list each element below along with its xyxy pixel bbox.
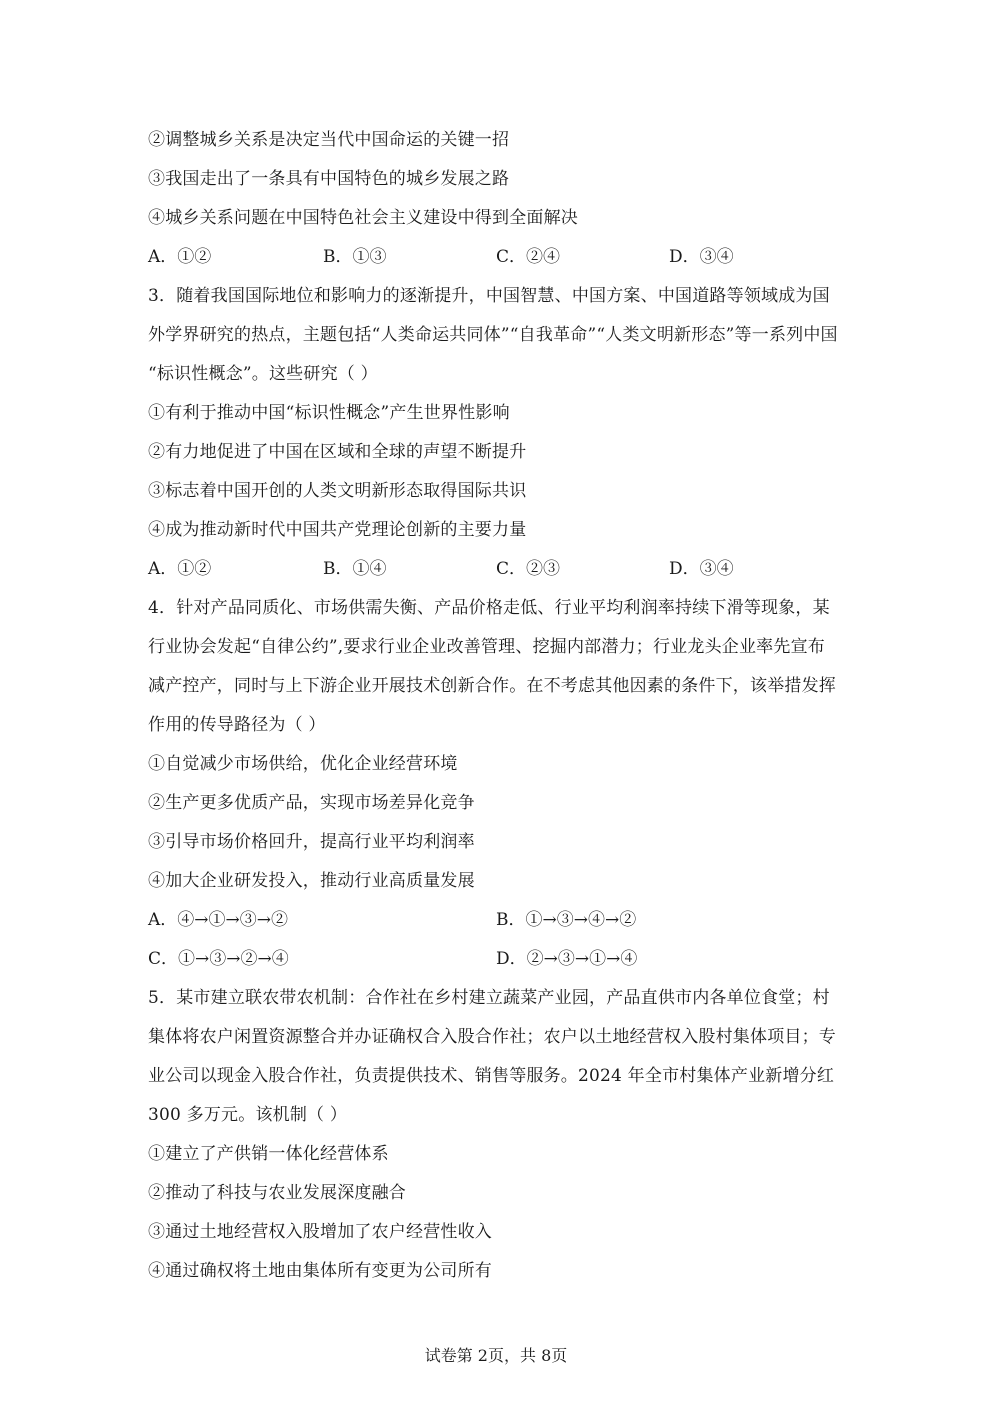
q4-option-d: D．②→③→①→④ [496,949,638,969]
q2-option-c: C．②④ [496,247,561,267]
q3-item-2: ②有力地促进了中国在区域和全球的声望不断提升 [148,442,527,462]
q2-item-4: ④城乡关系问题在中国特色社会主义建设中得到全面解决 [148,208,578,228]
q5-item-3: ③通过土地经营权入股增加了农户经营性收入 [148,1222,492,1242]
q3-option-c: C．②③ [496,559,561,579]
q3-stem-line-2: 外学界研究的热点，主题包括“人类命运共同体”“自我革命”“人类文明新形态”等一系列中国 [148,325,838,345]
q5-item-1: ①建立了产供销一体化经营体系 [148,1144,389,1164]
q4-option-a: A．④→①→③→② [148,910,289,930]
q3-item-4: ④成为推动新时代中国共产党理论创新的主要力量 [148,520,527,540]
q5-stem-line-2: 集体将农户闲置资源整合并办证确权合入股合作社；农户以土地经营权入股村集体项目；专 [148,1027,836,1047]
q3-item-1: ①有利于推动中国“标识性概念”产生世界性影响 [148,403,510,423]
q2-option-b: B．①③ [323,247,387,267]
q3-option-d: D．③④ [669,559,734,579]
q4-item-2: ②生产更多优质产品，实现市场差异化竞争 [148,793,475,813]
q5-stem-line-4: 300 多万元。该机制（ ） [148,1105,348,1125]
q4-stem-line-4: 作用的传导路径为（ ） [148,715,326,735]
q4-option-c: C．①→③→②→④ [148,949,289,969]
q3-option-a: A．①② [148,559,212,579]
q5-stem-line-3: 业公司以现金入股合作社，负责提供技术、销售等服务。2024 年全市村集体产业新增分红 [148,1066,835,1086]
q4-option-b: B．①→③→④→② [496,910,637,930]
q3-stem-line-3: “标识性概念”。这些研究（ ） [148,364,378,384]
q5-item-2: ②推动了科技与农业发展深度融合 [148,1183,406,1203]
q2-item-2: ②调整城乡关系是决定当代中国命运的关键一招 [148,130,510,150]
q4-stem-line-3: 减产控产，同时与上下游企业开展技术创新合作。在不考虑其他因素的条件下，该举措发挥 [148,676,836,696]
q4-item-1: ①自觉减少市场供给，优化企业经营环境 [148,754,458,774]
page-footer: 试卷第 2页，共 8页 [424,1346,568,1365]
q3-item-3: ③标志着中国开创的人类文明新形态取得国际共识 [148,481,527,501]
q3-stem-line-1: 3．随着我国国际地位和影响力的逐渐提升，中国智慧、中国方案、中国道路等领域成为国 [148,286,830,306]
q4-item-3: ③引导市场价格回升，提高行业平均利润率 [148,832,475,852]
q4-stem-line-1: 4．针对产品同质化、市场供需失衡、产品价格走低、行业平均利润率持续下滑等现象，某 [148,598,830,618]
q5-item-4: ④通过确权将土地由集体所有变更为公司所有 [148,1261,492,1281]
q4-stem-line-2: 行业协会发起“自律公约”,要求行业企业改善管理、挖掘内部潜力；行业龙头企业率先宣布 [148,637,825,657]
q3-option-b: B．①④ [323,559,387,579]
q2-option-d: D．③④ [669,247,734,267]
q5-stem-line-1: 5．某市建立联农带农机制：合作社在乡村建立蔬菜产业园，产品直供市内各单位食堂；村 [148,988,830,1008]
q4-item-4: ④加大企业研发投入，推动行业高质量发展 [148,871,475,891]
q2-option-a: A．①② [148,247,212,267]
q2-item-3: ③我国走出了一条具有中国特色的城乡发展之路 [148,169,510,189]
